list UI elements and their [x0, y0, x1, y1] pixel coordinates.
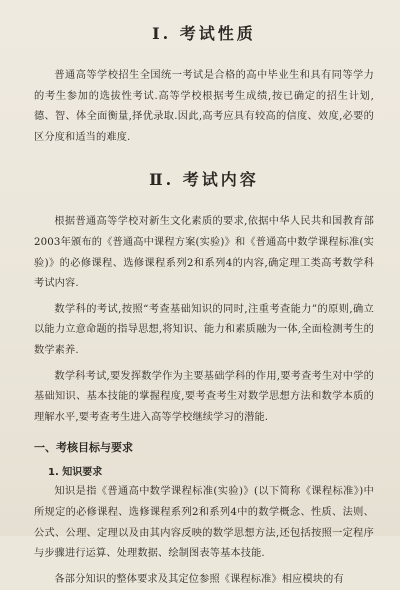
paragraph-exam-nature: 普通高等学校招生全国统一考试是合格的高中毕业生和具有同等学力的考生参加的选拔性考试.高等学校根据考生成绩,按已确定的招生计划,德、智、体全面衡量,择优录取.因此,高考应具有较高的信度、效度,必要的区分度和适当的难度.: [34, 70, 374, 143]
section-title-exam-nature: Ⅰ. 考试性质: [152, 24, 256, 43]
paragraph-exam-role: 数学科考试,要发挥数学作为主要基础学科的作用,要考查考生对中学的基础知识、基本技能的掌握程度,要考查考生对数学思想方法和数学本质的理解水平,要考查考生进入高等学校继续学习的潜能.: [34, 370, 374, 423]
paragraph-knowledge-definition: 知识是指《普通高中数学课程标准(实验)》(以下简称《课程标准》)中所规定的必修课程、选修课程系列2和系列4中的数学概念、性质、法则、公式、公理、定理以及由其内容反映的数学思想方法,还包括按照一定程序与步骤进行运算、处理数据、绘制图表等基本技能.: [34, 486, 374, 560]
subheading-objectives: 一、考核目标与要求: [34, 441, 133, 455]
paragraph-knowledge-requirements: 各部分知识的整体要求及其定位参照《课程标准》相应模块的有: [54, 573, 344, 585]
subsubheading-knowledge: 1. 知识要求: [48, 467, 103, 479]
paragraph-exam-principle: 数学科的考试,按照“考查基础知识的同时,注重考查能力”的原则,确立以能力立意命题的指导思想,将知识、能力和素质融为一体,全面检测考生的数学素养.: [34, 303, 374, 356]
section-title-exam-content: Ⅱ. 考试内容: [149, 170, 259, 190]
paragraph-content-basis: 根据普通高等学校对新生文化素质的要求,依据中华人民共和国教育部2003年颁布的《普通高中课程方案(实验)》和《普通高中数学课程标准(实验)》的必修课程、选修课程系列2和系列4的内容,确定理工类高考数学科考试内容.: [34, 216, 374, 290]
